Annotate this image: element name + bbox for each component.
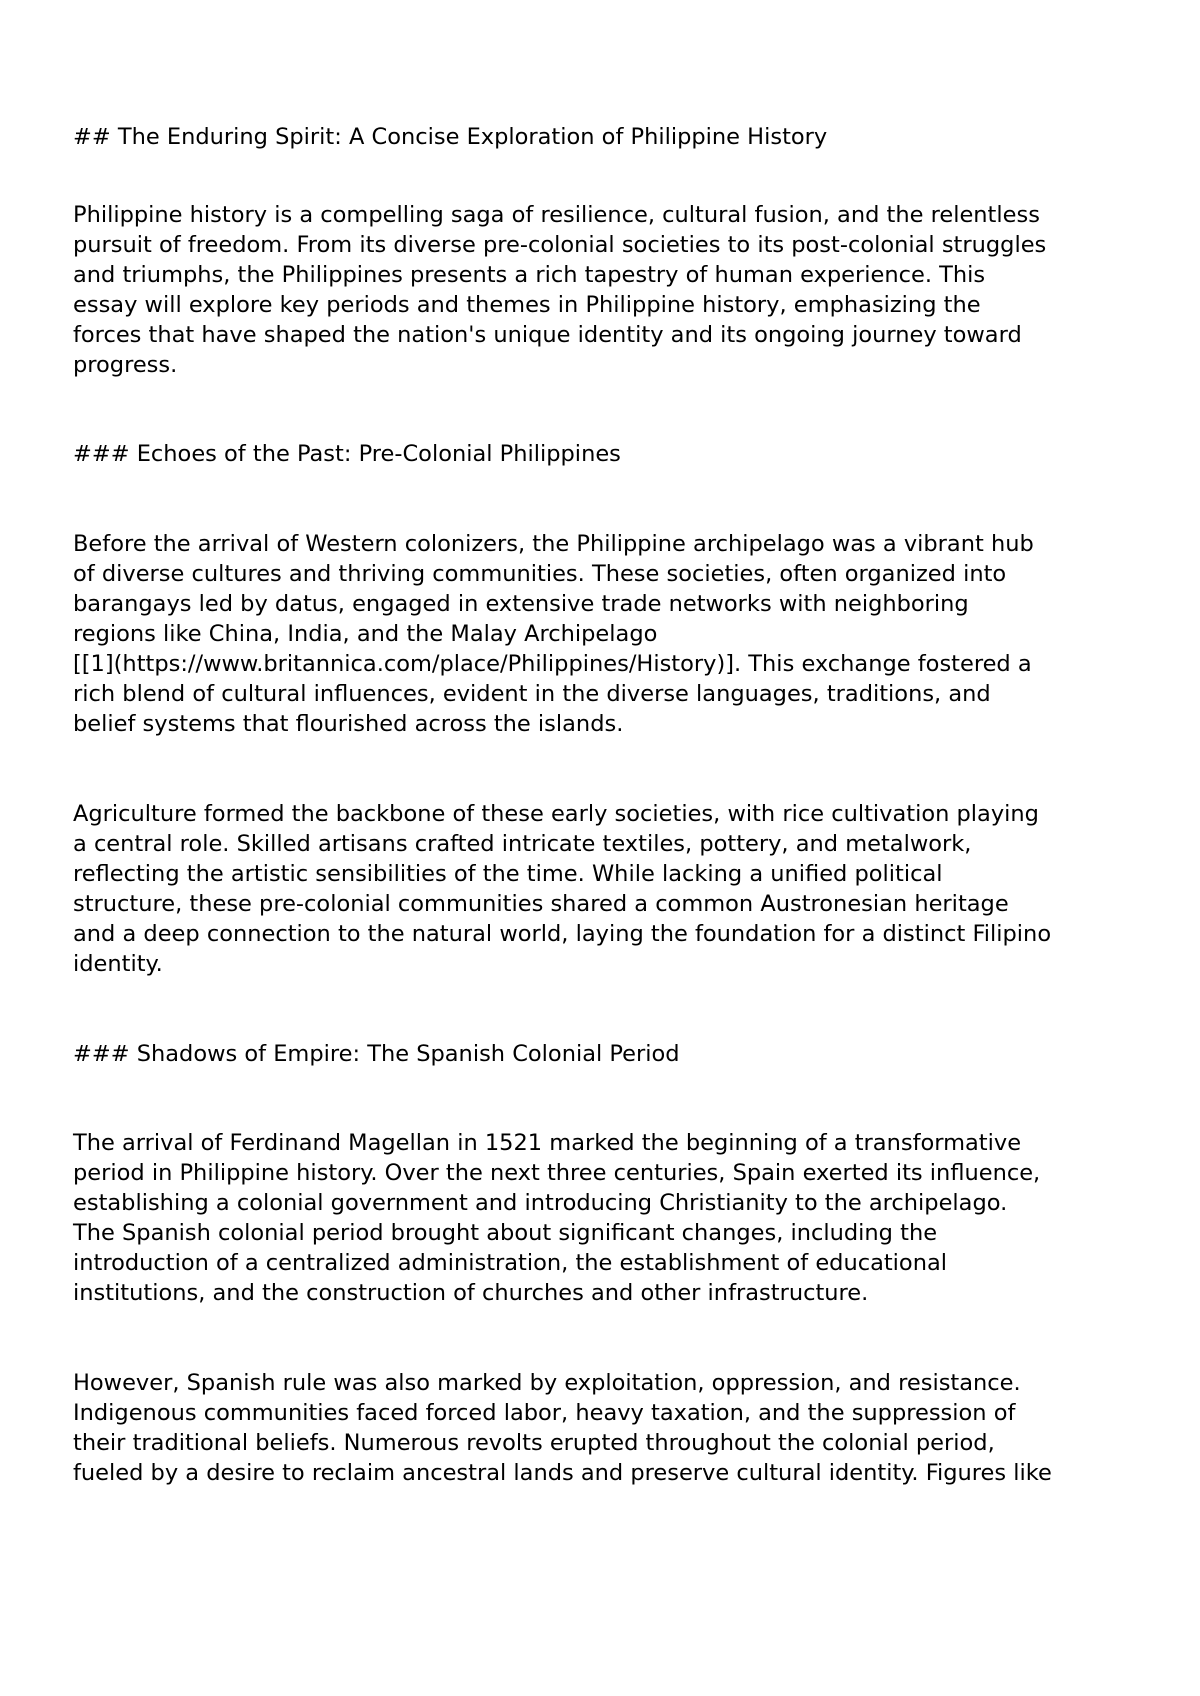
paragraph-line: and triumphs, the Philippines presents a rich tapestry of human experience. This bbox=[73, 262, 986, 288]
paragraph-line: period in Philippine history. Over the next three centuries, Spain exerted its influence, bbox=[73, 1160, 1041, 1186]
paragraph-line: establishing a colonial government and introducing Christianity to the archipelago. bbox=[73, 1190, 1008, 1216]
paragraph-line: progress. bbox=[73, 352, 178, 378]
paragraph-line: regions like China, India, and the Malay Archipelago bbox=[73, 621, 658, 647]
paragraph-line: and a deep connection to the natural world, laying the foundation for a distinct Filipino bbox=[73, 921, 1052, 947]
paragraph-line: rich blend of cultural influences, evident in the diverse languages, traditions, and bbox=[73, 681, 991, 707]
paragraph-line: identity. bbox=[73, 951, 163, 977]
paragraph-line: pursuit of freedom. From its diverse pre-colonial societies to its post-colonial struggles bbox=[73, 232, 1047, 258]
paragraph-line: The arrival of Ferdinand Magellan in 1521 marked the beginning of a transformative bbox=[73, 1130, 1022, 1156]
paragraph-line: However, Spanish rule was also marked by exploitation, oppression, and resistance. bbox=[73, 1370, 1021, 1396]
paragraph-line: introduction of a centralized administration, the establishment of educational bbox=[73, 1250, 947, 1276]
citation-link-line: [[1](https://www.britannica.com/place/Philippines/History)]. This exchange fostered a bbox=[73, 651, 1032, 677]
paragraph-line: fueled by a desire to reclaim ancestral lands and preserve cultural identity. Figures like bbox=[73, 1460, 1052, 1486]
paragraph-line: barangays led by datus, engaged in extensive trade networks with neighboring bbox=[73, 591, 969, 617]
paragraph-line: their traditional beliefs. Numerous revolts erupted throughout the colonial period, bbox=[73, 1430, 995, 1456]
document-page bbox=[73, 0, 1143, 1696]
paragraph-line: Before the arrival of Western colonizers, the Philippine archipelago was a vibrant hub bbox=[73, 531, 1034, 557]
paragraph-line: a central role. Skilled artisans crafted intricate textiles, pottery, and metalwork, bbox=[73, 831, 972, 857]
paragraph-line: reflecting the artistic sensibilities of the time. While lacking a unified political bbox=[73, 861, 943, 887]
paragraph-line: belief systems that flourished across the islands. bbox=[73, 711, 624, 737]
paragraph-line: forces that have shaped the nation's unique identity and its ongoing journey toward bbox=[73, 322, 1022, 348]
paragraph-line: of diverse cultures and thriving communities. These societies, often organized into bbox=[73, 561, 1007, 587]
paragraph-line: institutions, and the construction of churches and other infrastructure. bbox=[73, 1280, 869, 1306]
paragraph-line: structure, these pre-colonial communities shared a common Austronesian heritage bbox=[73, 891, 1009, 917]
paragraph-line: essay will explore key periods and themes in Philippine history, emphasizing the bbox=[73, 292, 981, 318]
section-heading-precolonial: ### Echoes of the Past: Pre-Colonial Philippines bbox=[73, 441, 621, 467]
paragraph-line: The Spanish colonial period brought about significant changes, including the bbox=[73, 1220, 938, 1246]
paragraph-line: Agriculture formed the backbone of these early societies, with rice cultivation playing bbox=[73, 801, 1039, 827]
document-title: ## The Enduring Spirit: A Concise Exploration of Philippine History bbox=[73, 124, 828, 150]
paragraph-line: Indigenous communities faced forced labor, heavy taxation, and the suppression of bbox=[73, 1400, 1016, 1426]
paragraph-line: Philippine history is a compelling saga of resilience, cultural fusion, and the relentless bbox=[73, 202, 1040, 228]
section-heading-spanish: ### Shadows of Empire: The Spanish Colonial Period bbox=[73, 1041, 680, 1067]
